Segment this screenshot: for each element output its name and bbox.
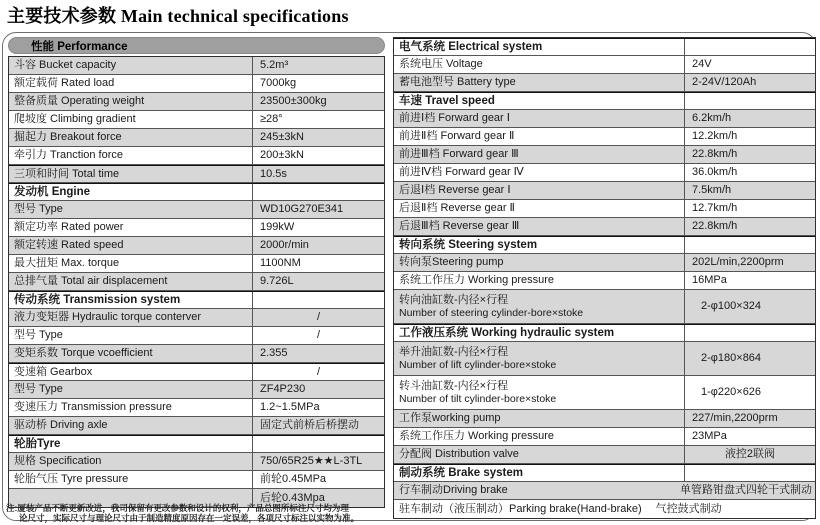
spec-value: 23MPa xyxy=(684,428,815,445)
spec-row xyxy=(394,290,815,324)
spec-label xyxy=(394,290,684,323)
spec-row xyxy=(394,110,815,128)
spec-label-cn: 型号 Type xyxy=(14,203,63,215)
spec-row xyxy=(394,128,815,146)
spec-label-cn: 分配阀 Distribution valve xyxy=(399,448,519,460)
spec-label-cn: 工作泵working pump xyxy=(399,412,501,424)
spec-value: / xyxy=(252,309,384,326)
spec-value: 202L/min,2200prm xyxy=(684,254,815,271)
spec-label xyxy=(9,364,252,380)
spec-label xyxy=(394,56,684,73)
spec-value: 10.5s xyxy=(252,166,384,182)
spec-row xyxy=(394,410,815,428)
spec-label-cn: 驱动桥 Driving axle xyxy=(14,419,108,431)
section-pill: 性能 Performance xyxy=(8,37,385,54)
spec-value: 前轮0.45MPa xyxy=(252,471,384,488)
spec-value: ZF4P230 xyxy=(252,381,384,398)
spec-value: 5.2m³ xyxy=(252,57,384,74)
spec-row xyxy=(9,129,384,147)
spec-label xyxy=(394,128,684,145)
spec-label xyxy=(394,74,684,91)
spec-label xyxy=(9,75,252,92)
section-header-empty-cell xyxy=(684,465,815,481)
spec-value: 2-φ100×324 xyxy=(684,290,815,323)
spec-value: 6.2km/h xyxy=(684,110,815,127)
spec-label xyxy=(9,93,252,110)
section-header-empty-cell xyxy=(684,237,815,253)
spec-row xyxy=(394,218,815,236)
section-header-row xyxy=(394,236,815,254)
spec-value: 7.5km/h xyxy=(684,182,815,199)
spec-value: 750/65R25★★L-3TL xyxy=(252,453,384,470)
spec-label xyxy=(9,57,252,74)
spec-label-cn: 额定转速 Rated speed xyxy=(14,239,124,251)
spec-label-en: Number of lift cylinder-bore×stoke xyxy=(399,359,557,371)
spec-value: WD10G270E341 xyxy=(252,201,384,218)
spec-row xyxy=(9,309,384,327)
spec-label-en: Number of tilt cylinder-bore×stoke xyxy=(399,393,557,405)
spec-label-cn: 后退Ⅰ档 Reverse gear Ⅰ xyxy=(399,184,511,196)
spec-label-cn: 系统工作压力 Working pressure xyxy=(399,274,555,286)
spec-label-cn: 后退Ⅲ档 Reverse gear Ⅲ xyxy=(399,220,520,232)
footnote-line-2: 论尺寸，实际尺寸与理论尺寸由于制造精度原因存在一定误差，各项尺寸标注以实物为准。 xyxy=(19,513,360,523)
spec-value: 后轮0.43Mpa xyxy=(252,489,384,507)
spec-label xyxy=(9,417,252,434)
spec-label xyxy=(9,453,252,470)
spec-row xyxy=(394,146,815,164)
section-header-empty-cell xyxy=(252,184,384,200)
spec-row xyxy=(394,164,815,182)
spec-label-cn: 轮胎气压 Tyre pressure xyxy=(14,473,129,485)
spec-row xyxy=(394,56,815,74)
spec-label xyxy=(394,200,684,217)
spec-row xyxy=(9,273,384,291)
section-header-empty-cell xyxy=(684,39,815,55)
spec-label-cn: 牵引力 Tranction force xyxy=(14,149,124,161)
spec-row xyxy=(9,75,384,93)
spec-value: 2-φ180×864 xyxy=(684,342,815,375)
spec-value: 16MPa xyxy=(684,272,815,289)
spec-row xyxy=(9,147,384,165)
section-header-row xyxy=(394,324,815,342)
section-header-label: 发动机 Engine xyxy=(14,185,91,198)
spec-label-cn: 掘起力 Breakout force xyxy=(14,131,122,143)
spec-value: 199kW xyxy=(252,219,384,236)
spec-value: 12.2km/h xyxy=(684,128,815,145)
section-header-label: 工作液压系统 Working hydraulic system xyxy=(399,326,615,339)
spec-label xyxy=(394,342,684,375)
spec-label-cn: 总排气量 Total air displacement xyxy=(14,275,168,287)
spec-label xyxy=(394,376,684,409)
spec-row xyxy=(394,376,815,410)
spec-row xyxy=(9,471,384,489)
footnote xyxy=(6,503,390,523)
spec-value: 24V xyxy=(684,56,815,73)
spec-label xyxy=(9,345,252,362)
spec-label-cn: 整备质量 Operating weight xyxy=(14,95,145,107)
spec-value: 200±3kN xyxy=(252,147,384,164)
spec-value: 单管路钳盘式四轮干式制动 xyxy=(680,484,812,496)
spec-label xyxy=(394,254,684,271)
section-header-label: 传动系统 Transmission system xyxy=(14,293,181,306)
spec-value: 23500±300kg xyxy=(252,93,384,110)
spec-label: 驻车制动（液压制动）Parking brake(Hand-brake) xyxy=(399,502,642,515)
spec-row xyxy=(9,381,384,399)
spec-table xyxy=(8,56,385,508)
spec-label-cn: 后退Ⅱ档 Reverse gear Ⅱ xyxy=(399,202,515,214)
spec-label xyxy=(9,471,252,488)
section-header-row xyxy=(394,38,815,56)
spec-label xyxy=(9,273,252,290)
spec-value: 7000kg xyxy=(252,75,384,92)
spec-label xyxy=(9,219,252,236)
spec-label-cn: 蓄电池型号 Battery type xyxy=(399,76,516,88)
spec-label-cn: 额定载荷 Rated load xyxy=(14,77,115,89)
spec-label xyxy=(394,218,684,235)
spec-row xyxy=(394,342,815,376)
spec-label xyxy=(9,129,252,146)
spec-label-cn: 举升油缸数-内径×行程 xyxy=(399,346,509,358)
footnote-line-1: 注:厦装产品不断更新改进，我司保留有更改参数和设计的权利，产品总图所标注尺寸均为理 xyxy=(6,503,349,513)
spec-row xyxy=(394,482,815,500)
spec-label-cn: 变矩系数 Torque vcoefficient xyxy=(14,347,153,359)
spec-label-cn: 转向泵Steering pump xyxy=(399,256,504,268)
section-header-empty-cell xyxy=(684,325,815,341)
spec-label-cn: 系统电压 Voltage xyxy=(399,58,483,70)
spec-label-cn: 前进Ⅱ档 Forward gear Ⅱ xyxy=(399,130,515,142)
spec-value: 22.8km/h xyxy=(684,146,815,163)
spec-row xyxy=(9,93,384,111)
spec-value: 1100NM xyxy=(252,255,384,272)
spec-label xyxy=(9,147,252,164)
spec-label xyxy=(394,146,684,163)
spec-row xyxy=(9,453,384,471)
spec-label-cn: 最大扭矩 Max. torque xyxy=(14,257,120,269)
section-header-empty-cell xyxy=(252,292,384,308)
section-header-empty-cell xyxy=(252,436,384,452)
spec-label-cn: 前进Ⅰ档 Forward gear Ⅰ xyxy=(399,112,511,124)
spec-value: 22.8km/h xyxy=(684,218,815,235)
section-header-empty-cell xyxy=(684,93,815,109)
spec-label xyxy=(9,381,252,398)
spec-row xyxy=(394,254,815,272)
page-title: 主要技术参数 Main technical specifications xyxy=(7,6,349,26)
spec-value: 1-φ220×626 xyxy=(684,376,815,409)
spec-label-cn: 液力变矩器 Hydraulic torque conterver xyxy=(14,311,202,323)
spec-row xyxy=(9,219,384,237)
section-header-label: 电气系统 Electrical system xyxy=(399,40,543,53)
spec-row xyxy=(9,417,384,435)
spec-row xyxy=(394,182,815,200)
spec-value: 12.7km/h xyxy=(684,200,815,217)
section-header-row xyxy=(394,464,815,482)
spec-label xyxy=(9,237,252,254)
spec-value: 227/min,2200prm xyxy=(684,410,815,427)
section-header-label: 车速 Travel speed xyxy=(399,94,495,107)
spec-label-cn: 三项和时间 Total time xyxy=(14,167,120,180)
spec-label xyxy=(394,428,684,445)
section-header-row xyxy=(9,435,384,453)
spec-value: 36.0km/h xyxy=(684,164,815,181)
spec-label xyxy=(394,410,684,427)
spec-row xyxy=(394,446,815,464)
spec-label-cn: 转斗油缸数-内径×行程 xyxy=(399,380,509,392)
spec-value: 245±3kN xyxy=(252,129,384,146)
spec-value: / xyxy=(252,364,384,380)
left-spec-column xyxy=(8,37,385,508)
right-spec-column xyxy=(393,37,816,519)
spec-value: 固定式前桥后桥摆动 xyxy=(252,417,384,434)
spec-label-cn: 额定功率 Rated power xyxy=(14,221,124,233)
spec-row xyxy=(9,201,384,219)
spec-row xyxy=(9,111,384,129)
spec-label xyxy=(9,309,252,326)
spec-label-cn: 变速箱 Gearbox xyxy=(14,365,93,378)
spec-value: 2000r/min xyxy=(252,237,384,254)
spec-value: / xyxy=(252,327,384,344)
spec-row xyxy=(394,272,815,290)
spec-value: 1.2~1.5MPa xyxy=(252,399,384,416)
spec-row xyxy=(9,237,384,255)
section-header-label: 制动系统 Brake system xyxy=(399,466,523,479)
section-header-label: 转向系统 Steering system xyxy=(399,238,538,251)
spec-label xyxy=(9,255,252,272)
spec-row xyxy=(9,399,384,417)
spec-label-en: Number of steering cylinder-bore×stoke xyxy=(399,307,584,319)
spec-value: 2-24V/120Ah xyxy=(684,74,815,91)
spec-value: 气控鼓式制动 xyxy=(655,502,722,515)
spec-label xyxy=(9,399,252,416)
section-header-row xyxy=(9,183,384,201)
spec-row xyxy=(9,57,384,75)
spec-label xyxy=(9,201,252,218)
spec-label xyxy=(9,166,252,182)
spec-label-cn: 爬坡度 Climbing gradient xyxy=(14,113,136,125)
spec-label xyxy=(9,327,252,344)
spec-value: ≥28° xyxy=(252,111,384,128)
spec-label-cn: 前进Ⅲ档 Forward gear Ⅲ xyxy=(399,148,519,160)
spec-row xyxy=(9,327,384,345)
spec-value: 液控2联阀 xyxy=(684,446,815,463)
spec-label xyxy=(9,111,252,128)
spec-label-cn: 规格 Specification xyxy=(14,455,102,467)
spec-label xyxy=(394,164,684,181)
spec-label xyxy=(394,272,684,289)
spec-label xyxy=(394,110,684,127)
spec-value: 2.355 xyxy=(252,345,384,362)
spec-label xyxy=(394,446,684,463)
spec-row xyxy=(9,345,384,363)
section-header-row xyxy=(9,291,384,309)
spec-label-cn: 型号 Type xyxy=(14,329,63,341)
spec-label-cn: 斗容 Bucket capacity xyxy=(14,59,117,71)
spec-row xyxy=(394,74,815,92)
spec-row xyxy=(9,255,384,273)
spec-row xyxy=(9,363,384,381)
spec-label xyxy=(394,182,684,199)
spec-label-cn: 前进Ⅳ档 Forward gear Ⅳ xyxy=(399,166,524,178)
spec-table xyxy=(393,37,816,519)
spec-label-cn: 转向油缸数-内径×行程 xyxy=(399,294,509,306)
spec-label: 行车制动Driving brake xyxy=(399,484,508,496)
spec-row xyxy=(394,500,815,518)
spec-value: 9.726L xyxy=(252,273,384,290)
spec-row xyxy=(394,200,815,218)
section-header-row xyxy=(394,92,815,110)
spec-row xyxy=(9,165,384,183)
spec-row xyxy=(394,428,815,446)
spec-label-cn: 系统工作压力 Working pressure xyxy=(399,430,555,442)
spec-label-cn: 变速压力 Transmission pressure xyxy=(14,401,172,413)
section-header-label: 轮胎Tyre xyxy=(14,437,61,450)
spec-label-cn: 型号 Type xyxy=(14,383,63,395)
